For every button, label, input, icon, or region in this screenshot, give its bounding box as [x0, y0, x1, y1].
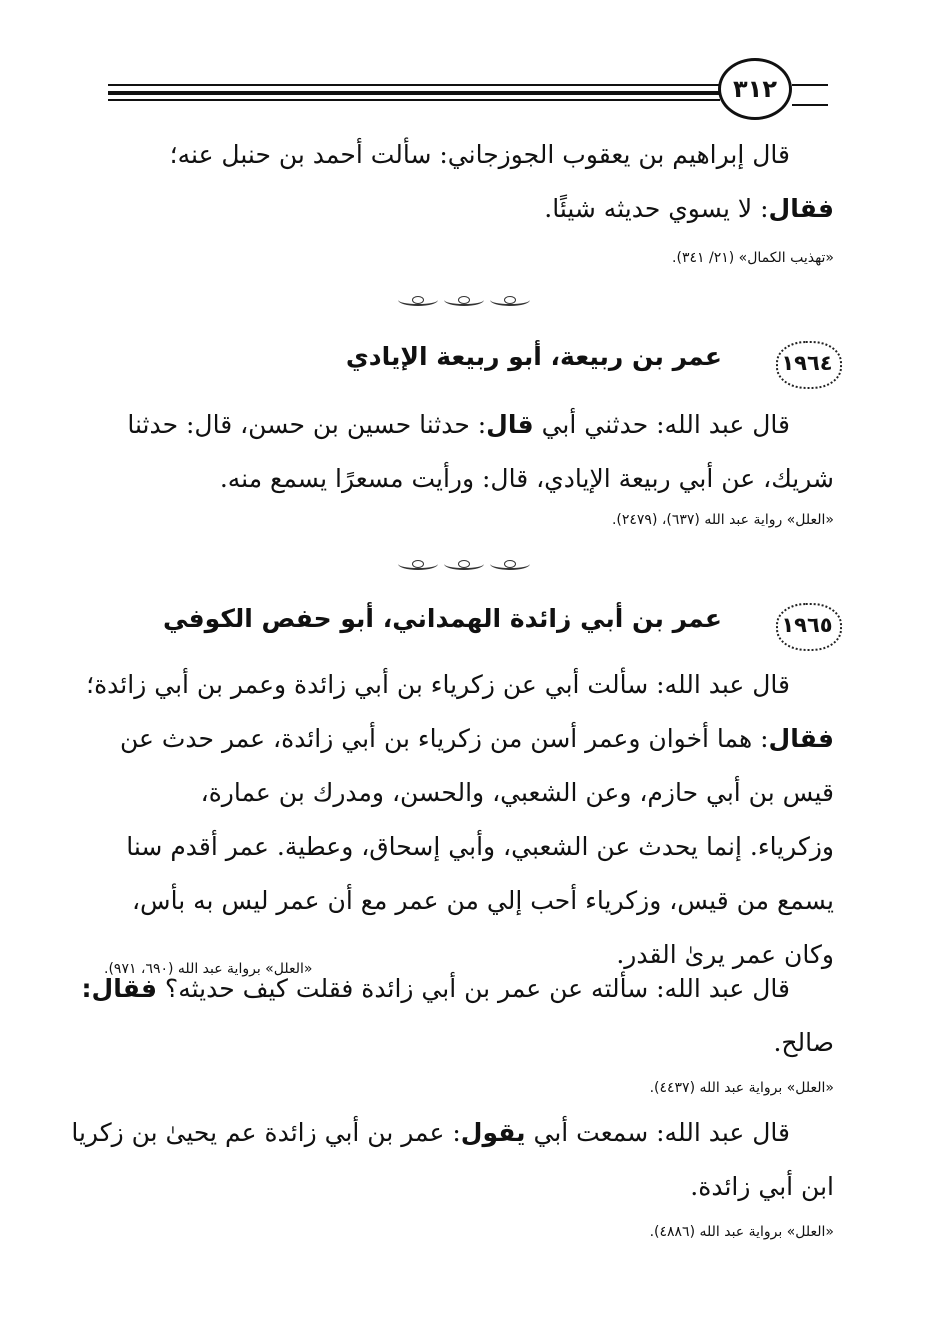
ornament-glyph [444, 294, 484, 306]
text-line: ابن أبي زائدة. [690, 1172, 834, 1201]
paragraph [71, 1106, 834, 1214]
paragraph [104, 398, 834, 506]
reference: «العلل» برواية عبد الله (٤٤٣٧). [649, 1080, 834, 1096]
text-span: قال عبد الله: سألته عن عمر بن أبي زائدة فقلت كيف حديثه؟ [156, 974, 790, 1003]
text-line [104, 712, 834, 766]
text-line: صالح. [773, 1028, 834, 1057]
header-rule [108, 99, 720, 101]
text-line [81, 962, 834, 1016]
bold-word: قال [486, 410, 534, 439]
header-rule [108, 91, 720, 95]
text-span: : هما أخوان وعمر أسن من زكرياء بن أبي زائدة، عمر حدث عن [119, 724, 769, 753]
text-line [104, 182, 834, 236]
text-span: قال عبد الله: حدثني أبي [533, 410, 790, 439]
text-line: قيس بن أبي حازم، وعن الشعبي، والحسن، ومدرك بن عمارة، [200, 778, 834, 807]
paragraph [81, 962, 834, 1070]
bold-word: فقال [768, 724, 834, 753]
text-line: قال عبد الله: سألت أبي عن زكرياء بن أبي زائدة وعمر بن أبي زائدة؛ [86, 670, 790, 699]
text-span: : لا يسوي حديثه شيئًا. [544, 194, 769, 223]
ornament-glyph [398, 294, 438, 306]
reference: «العلل» برواية عبد الله (٤٨٨٦). [649, 1224, 834, 1240]
text-span: قال عبد الله: سمعت أبي [525, 1118, 790, 1147]
text-span: : حدثنا حسين بن حسن، قال: حدثنا [127, 410, 487, 439]
ornament-divider [398, 294, 530, 308]
entry-title: عمر بن أبي زائدة الهمداني، أبو حفص الكوفي [163, 604, 722, 633]
text-line: قال إبراهيم بن يعقوب الجوزجاني: سألت أحمد بن حنبل عنه؛ [169, 140, 790, 169]
ornament-glyph [490, 294, 530, 306]
text-line [71, 1106, 834, 1160]
bold-word: فقال [768, 194, 834, 223]
text-span: : عمر بن أبي زائدة عم يحيىٰ بن زكريا [71, 1118, 461, 1147]
ornament-glyph [490, 558, 530, 570]
reference: «العلل» رواية عبد الله (٦٣٧)، (٢٤٧٩). [611, 512, 834, 528]
text-span: وكان عمر يرىٰ القدر. [616, 940, 834, 969]
reference: «تهذيب الكمال» (٢١/ ٣٤١). [672, 250, 834, 266]
header-rule-tail [792, 84, 828, 106]
page-number: ٣١٢ [718, 58, 792, 120]
paragraph [104, 128, 834, 236]
text-line: يسمع من قيس، وزكرياء أحب إلي من عمر مع أن عمر ليس به بأس، [131, 886, 834, 915]
entry-number-badge: ١٩٦٤ [772, 340, 842, 386]
text-line [104, 398, 834, 452]
ornament-glyph [444, 558, 484, 570]
bold-word: يقول [460, 1118, 526, 1147]
ornament-divider [398, 558, 530, 572]
ornament-glyph [398, 558, 438, 570]
entry-heading [102, 340, 842, 390]
reference: «العلل» برواية عبد الله (٦٩٠، ٩٧١). [104, 961, 313, 977]
text-line: شريك، عن أبي ربيعة الإيادي، قال: ورأيت مسعرًا يسمع منه. [219, 464, 834, 493]
text-line: وزكرياء. إنما يحدث عن الشعبي، وأبي إسحاق، وعطية. عمر أقدم سنا [126, 832, 834, 861]
entry-title: عمر بن ربيعة، أبو ربيعة الإيادي [345, 342, 722, 371]
entry-number-badge: ١٩٦٥ [772, 602, 842, 648]
paragraph [86, 658, 834, 982]
header-rule [108, 84, 720, 86]
entry-heading [102, 602, 842, 652]
bold-word: فقال: [81, 974, 157, 1003]
